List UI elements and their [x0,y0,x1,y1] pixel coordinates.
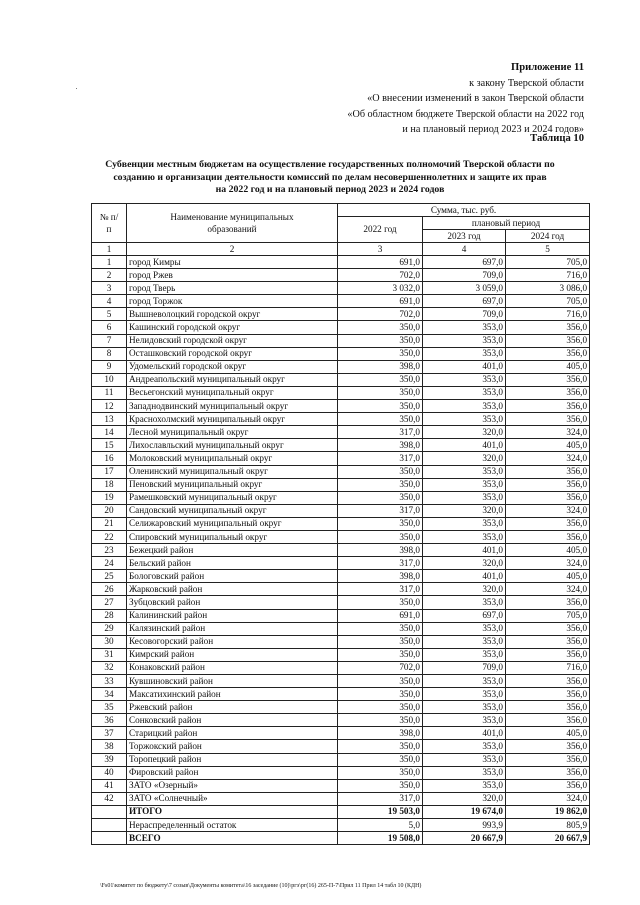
value-2022: 691,0 [338,609,423,622]
municipality-name: город Ржев [127,269,338,282]
municipality-name: Пеновский муниципальный округ [127,478,338,491]
row-number: 16 [92,452,127,465]
value-2024: 716,0 [506,661,590,674]
value-2023: 353,0 [423,675,506,688]
totals-label: Нераспределенный остаток [127,819,338,832]
value-2023: 320,0 [423,583,506,596]
table-row [92,295,590,308]
value-2024: 805,9 [506,819,590,832]
row-number: 19 [92,491,127,504]
table-row [92,714,590,727]
table-row [92,269,590,282]
head-name: Наименование муниципальных образований [127,204,338,243]
municipality-name: Сонковский район [127,714,338,727]
value-2024: 324,0 [506,426,590,439]
row-number: 21 [92,517,127,530]
municipality-name: Лесной муниципальный округ [127,426,338,439]
value-2024: 356,0 [506,622,590,635]
value-2022: 350,0 [338,766,423,779]
municipality-name: Селижаровский муниципальный округ [127,517,338,530]
value-2024: 705,0 [506,256,590,269]
value-2023: 353,0 [423,688,506,701]
header-line: «Об областном бюджете Тверской области на 2022 год [347,108,584,120]
value-2023: 353,0 [423,413,506,426]
municipality-name: Рамешковский муниципальный округ [127,491,338,504]
value-2024: 356,0 [506,386,590,399]
head-planned: плановый период [423,217,590,230]
row-number: 18 [92,478,127,491]
value-2024: 324,0 [506,452,590,465]
appendix-title: Приложение 11 [510,62,584,73]
row-number: 1 [92,256,127,269]
value-2024: 356,0 [506,321,590,334]
value-2023: 401,0 [423,360,506,373]
value-2023: 353,0 [423,701,506,714]
value-2024: 405,0 [506,360,590,373]
value-2023: 353,0 [423,779,506,792]
value-2022: 317,0 [338,583,423,596]
row-number: 32 [92,661,127,674]
value-2022: 317,0 [338,792,423,805]
municipality-name: Удомельский городской округ [127,360,338,373]
municipality-name: Лихославльский муниципальный округ [127,439,338,452]
value-2023: 353,0 [423,400,506,413]
table-row [92,661,590,674]
row-number: 31 [92,648,127,661]
row-number: 11 [92,386,127,399]
value-2022: 350,0 [338,373,423,386]
value-2023: 709,0 [423,308,506,321]
value-2023: 353,0 [423,491,506,504]
colnum: 5 [506,243,590,256]
value-2023: 353,0 [423,648,506,661]
value-2024: 356,0 [506,753,590,766]
municipality-name: Жарковский район [127,583,338,596]
row-number: 14 [92,426,127,439]
title-line: на 2022 год и на плановый период 2023 и 2024 годов [215,184,445,195]
table-row [92,609,590,622]
value-2024: 356,0 [506,675,590,688]
municipality-name: Кашинский городской округ [127,321,338,334]
value-2024: 356,0 [506,701,590,714]
value-2022: 350,0 [338,491,423,504]
head-2023: 2023 год [423,230,506,243]
value-2022: 5,0 [338,819,423,832]
municipality-name: Бежецкий район [127,544,338,557]
table-row [92,779,590,792]
municipality-name: Бологовский район [127,570,338,583]
value-2023: 401,0 [423,727,506,740]
table-row [92,413,590,426]
value-2024: 356,0 [506,688,590,701]
column-numbers-row [92,243,590,256]
municipality-name: Оленинский муниципальный округ [127,465,338,478]
value-2023: 3 059,0 [423,282,506,295]
value-2024: 324,0 [506,557,590,570]
value-2023: 353,0 [423,635,506,648]
table-row [92,439,590,452]
value-2024: 356,0 [506,334,590,347]
value-2024: 356,0 [506,648,590,661]
value-2022: 350,0 [338,648,423,661]
value-2022: 398,0 [338,570,423,583]
table-row [92,517,590,530]
municipality-name: Кимрский район [127,648,338,661]
municipality-name: город Тверь [127,282,338,295]
row-number: 23 [92,544,127,557]
value-2023: 709,0 [423,269,506,282]
value-2022: 350,0 [338,321,423,334]
municipality-name: город Кимры [127,256,338,269]
value-2023: 993,9 [423,819,506,832]
table-row [92,530,590,543]
value-2023: 353,0 [423,465,506,478]
value-2024: 356,0 [506,373,590,386]
colnum: 2 [127,243,338,256]
value-2022: 350,0 [338,688,423,701]
value-2023: 353,0 [423,596,506,609]
table-head [92,204,590,256]
value-2022: 19 503,0 [338,805,423,818]
value-2024: 324,0 [506,583,590,596]
table-row [92,596,590,609]
row-number: 30 [92,635,127,648]
row-number: 35 [92,701,127,714]
totals-row [92,832,590,845]
value-2024: 356,0 [506,779,590,792]
municipality-name: Максатихинский район [127,688,338,701]
table-row [92,570,590,583]
value-2022: 3 032,0 [338,282,423,295]
value-2023: 353,0 [423,622,506,635]
row-number: 26 [92,583,127,596]
row-number: 34 [92,688,127,701]
value-2023: 19 674,0 [423,805,506,818]
row-number: 29 [92,622,127,635]
table-row [92,766,590,779]
row-number: 7 [92,334,127,347]
value-2023: 353,0 [423,753,506,766]
municipality-name: ЗАТО «Солнечный» [127,792,338,805]
row-number: 5 [92,308,127,321]
value-2023: 320,0 [423,792,506,805]
value-2024: 705,0 [506,609,590,622]
row-number: 22 [92,530,127,543]
value-2023: 320,0 [423,452,506,465]
row-number: 17 [92,465,127,478]
value-2024: 356,0 [506,517,590,530]
header-line: «О внесении изменений в закон Тверской области [367,93,584,104]
row-number: 24 [92,557,127,570]
table-row [92,360,590,373]
value-2023: 697,0 [423,295,506,308]
table-row [92,688,590,701]
row-number: 20 [92,504,127,517]
municipality-name: Калининский район [127,609,338,622]
municipality-name: Западнодвинский муниципальный округ [127,400,338,413]
value-2024: 356,0 [506,635,590,648]
value-2024: 405,0 [506,727,590,740]
municipality-name: Молоковский муниципальный округ [127,452,338,465]
value-2024: 356,0 [506,714,590,727]
value-2022: 702,0 [338,308,423,321]
table-row [92,675,590,688]
header-line: и на плановый период 2023 и 2024 годов» [402,124,584,135]
value-2024: 356,0 [506,347,590,360]
title-line: Субвенции местным бюджетам на осуществление государственных полномочий Тверской области по [105,159,555,170]
table-row [92,635,590,648]
row-number [92,819,127,832]
value-2022: 350,0 [338,465,423,478]
value-2023: 353,0 [423,478,506,491]
value-2024: 324,0 [506,504,590,517]
table-row [92,452,590,465]
table-row [92,544,590,557]
value-2024: 356,0 [506,465,590,478]
row-number: 41 [92,779,127,792]
value-2022: 350,0 [338,386,423,399]
row-number: 36 [92,714,127,727]
municipality-name: Вышневолоцкий городской округ [127,308,338,321]
value-2023: 20 667,9 [423,832,506,845]
value-2024: 324,0 [506,792,590,805]
totals-row [92,819,590,832]
table-row [92,753,590,766]
value-2024: 20 667,9 [506,832,590,845]
value-2022: 350,0 [338,530,423,543]
row-number: 42 [92,792,127,805]
table-row [92,386,590,399]
table-row [92,347,590,360]
value-2023: 353,0 [423,740,506,753]
row-number: 15 [92,439,127,452]
value-2024: 356,0 [506,596,590,609]
totals-row [92,805,590,818]
value-2023: 353,0 [423,321,506,334]
value-2022: 317,0 [338,504,423,517]
value-2024: 405,0 [506,570,590,583]
value-2024: 356,0 [506,413,590,426]
row-number: 6 [92,321,127,334]
document-header [347,60,584,138]
value-2022: 398,0 [338,544,423,557]
value-2022: 398,0 [338,360,423,373]
value-2022: 350,0 [338,779,423,792]
municipality-name: Нелидовский городской округ [127,334,338,347]
value-2023: 697,0 [423,609,506,622]
value-2023: 320,0 [423,504,506,517]
value-2022: 702,0 [338,269,423,282]
value-2022: 317,0 [338,426,423,439]
totals-label: ИТОГО [127,805,338,818]
colnum: 3 [338,243,423,256]
value-2023: 401,0 [423,570,506,583]
value-2022: 350,0 [338,714,423,727]
row-number: 33 [92,675,127,688]
value-2023: 709,0 [423,661,506,674]
head-2022: 2022 год [338,217,423,243]
value-2024: 19 862,0 [506,805,590,818]
municipality-name: Конаковский район [127,661,338,674]
value-2022: 350,0 [338,622,423,635]
head-number: № п/п [92,204,127,243]
municipality-name: Калязинский район [127,622,338,635]
value-2024: 356,0 [506,478,590,491]
table-row [92,727,590,740]
value-2023: 320,0 [423,426,506,439]
value-2023: 697,0 [423,256,506,269]
value-2023: 353,0 [423,373,506,386]
value-2022: 350,0 [338,334,423,347]
row-number: 38 [92,740,127,753]
totals-label: ВСЕГО [127,832,338,845]
table-body [92,256,590,845]
colnum: 4 [423,243,506,256]
row-number: 13 [92,413,127,426]
municipality-name: Спировский муниципальный округ [127,530,338,543]
value-2024: 716,0 [506,269,590,282]
municipality-name: ЗАТО «Озерный» [127,779,338,792]
title-line: созданию и организации деятельности комиссий по делам несовершеннолетних и защите их прав [113,171,547,183]
value-2022: 398,0 [338,727,423,740]
value-2024: 3 086,0 [506,282,590,295]
row-number [92,832,127,845]
row-number: 39 [92,753,127,766]
value-2024: 356,0 [506,530,590,543]
value-2022: 691,0 [338,295,423,308]
value-2023: 320,0 [423,557,506,570]
table-row [92,583,590,596]
table-row [92,792,590,805]
value-2022: 702,0 [338,661,423,674]
table-row [92,491,590,504]
municipality-name: Весьегонский муниципальный округ [127,386,338,399]
municipality-name: Краснохолмский муниципальный округ [127,413,338,426]
value-2022: 398,0 [338,439,423,452]
table-row [92,622,590,635]
value-2023: 353,0 [423,714,506,727]
table-row [92,426,590,439]
file-path-footer: \Fs01\комитет по бюджету\7 созыв\Документы комитета\16 заседание (10)\ргэ\рг(16) 265-П-7\Прил 11 Прил 14 табл 10 (КДН) [100,883,422,889]
table-row [92,478,590,491]
value-2022: 317,0 [338,452,423,465]
municipality-name: Андреапольский муниципальный округ [127,373,338,386]
value-2022: 350,0 [338,701,423,714]
table-row [92,308,590,321]
municipality-name: Зубцовский район [127,596,338,609]
municipality-name: Осташковский городской округ [127,347,338,360]
municipality-name: Сандовский муниципальный округ [127,504,338,517]
municipality-name: Торжокский район [127,740,338,753]
value-2022: 317,0 [338,557,423,570]
value-2022: 350,0 [338,635,423,648]
table-row [92,465,590,478]
head-2024: 2024 год [506,230,590,243]
value-2022: 350,0 [338,740,423,753]
value-2023: 353,0 [423,386,506,399]
row-number: 3 [92,282,127,295]
value-2023: 353,0 [423,766,506,779]
row-number: 25 [92,570,127,583]
value-2023: 353,0 [423,347,506,360]
row-number: 27 [92,596,127,609]
municipality-name: Кесовогорский район [127,635,338,648]
head-sum: Сумма, тыс. руб. [338,204,590,217]
table-row [92,648,590,661]
value-2022: 350,0 [338,478,423,491]
table-row [92,256,590,269]
municipality-name: город Торжок [127,295,338,308]
row-number: 10 [92,373,127,386]
table-row [92,504,590,517]
table-row [92,557,590,570]
document-title [60,159,600,197]
value-2023: 401,0 [423,544,506,557]
value-2022: 350,0 [338,753,423,766]
table-row [92,373,590,386]
table-row [92,400,590,413]
row-number [92,805,127,818]
value-2022: 350,0 [338,517,423,530]
row-number: 12 [92,400,127,413]
row-number: 40 [92,766,127,779]
table-row [92,740,590,753]
table-row [92,321,590,334]
row-number: 4 [92,295,127,308]
municipality-name: Кувшиновский район [127,675,338,688]
value-2023: 353,0 [423,530,506,543]
header-line: к закону Тверской области [469,77,584,89]
value-2024: 356,0 [506,766,590,779]
value-2024: 356,0 [506,400,590,413]
value-2023: 401,0 [423,439,506,452]
row-number: 28 [92,609,127,622]
row-number: 8 [92,347,127,360]
row-number: 9 [92,360,127,373]
colnum: 1 [92,243,127,256]
value-2022: 691,0 [338,256,423,269]
value-2024: 716,0 [506,308,590,321]
value-2023: 353,0 [423,334,506,347]
table-row [92,334,590,347]
municipality-name: Ржевский район [127,701,338,714]
value-2022: 350,0 [338,347,423,360]
value-2024: 405,0 [506,544,590,557]
value-2022: 350,0 [338,400,423,413]
value-2024: 705,0 [506,295,590,308]
table-number: Таблица 10 [530,133,584,144]
row-number: 37 [92,727,127,740]
scan-speck [76,88,77,89]
value-2022: 350,0 [338,675,423,688]
table-row [92,282,590,295]
municipality-name: Фировский район [127,766,338,779]
value-2024: 405,0 [506,439,590,452]
subsidies-table [91,203,590,845]
value-2022: 350,0 [338,413,423,426]
municipality-name: Бельский район [127,557,338,570]
value-2023: 353,0 [423,517,506,530]
table-row [92,701,590,714]
value-2024: 356,0 [506,491,590,504]
row-number: 2 [92,269,127,282]
value-2022: 350,0 [338,596,423,609]
municipality-name: Старицкий район [127,727,338,740]
value-2024: 356,0 [506,740,590,753]
value-2022: 19 508,0 [338,832,423,845]
municipality-name: Торопецкий район [127,753,338,766]
